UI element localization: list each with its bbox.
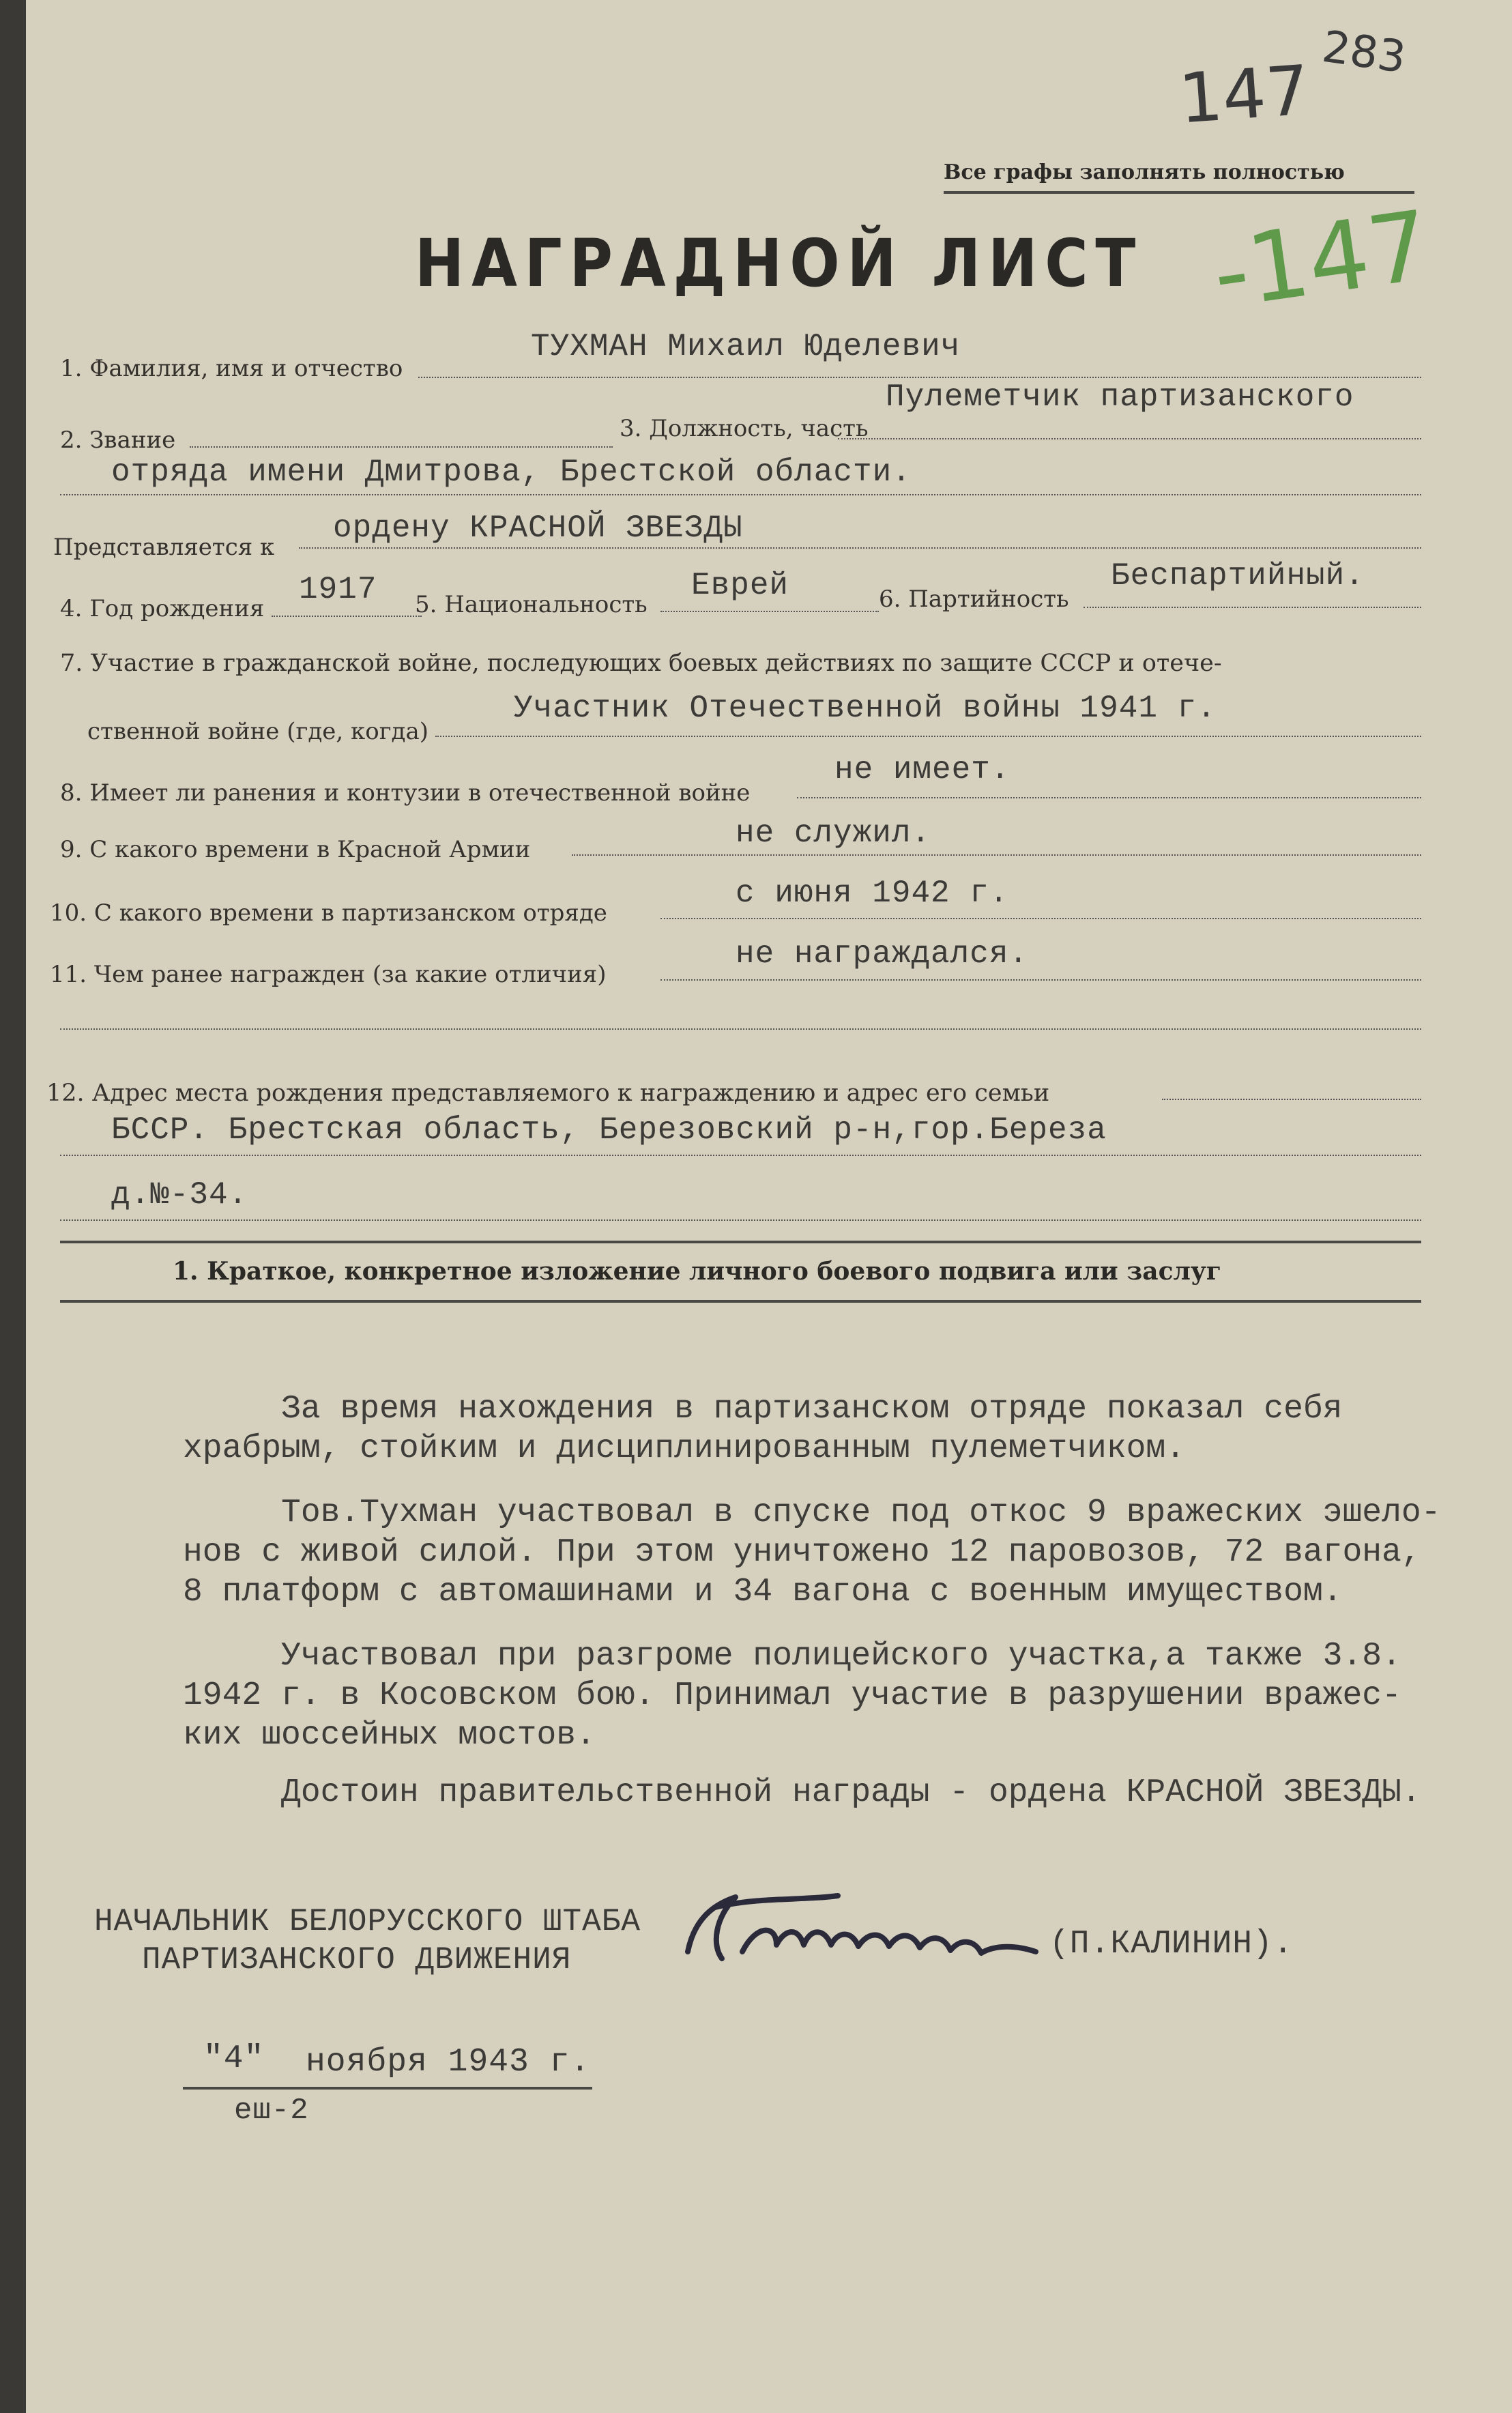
field-1-label: 1. Фамилия, имя и отчество <box>60 355 403 382</box>
field-6-label: 6. Партийность <box>879 586 1069 613</box>
fill-note: Все графы заполнять полностью <box>944 160 1345 184</box>
field-8-value: не имеет. <box>834 752 1011 788</box>
narrative-p4-line1: Достоин правительственной награды - ордена КРАСНОЙ ЗВЕЗДЫ. <box>183 1774 1421 1811</box>
field-3-value-line1: Пулеметчик партизанского <box>886 379 1354 415</box>
field-5-value: Еврей <box>691 568 789 603</box>
field-7-line <box>435 734 1421 737</box>
field-12-label: 12. Адрес места рождения представляемого к награждению и адрес его семьи <box>46 1080 1050 1107</box>
presented-line <box>299 546 1421 549</box>
field-3-line <box>838 437 1421 439</box>
field-12-line3 <box>60 1218 1421 1221</box>
field-9-label: 9. С какого времени в Красной Армии <box>60 836 531 863</box>
field-10-value: с июня 1942 г. <box>736 876 1009 911</box>
presented-value: ордену КРАСНОЙ ЗВЕЗДЫ <box>333 510 743 546</box>
field-2-label: 2. Звание <box>60 427 176 454</box>
field-10-line <box>660 916 1421 919</box>
field-8-label: 8. Имеет ли ранения и контузии в отечественной войне <box>60 779 751 807</box>
field-12-value-line2: д.№-34. <box>111 1177 248 1213</box>
field-8-line <box>797 796 1421 798</box>
field-9-value: не служил. <box>736 815 931 851</box>
field-6-line <box>1084 605 1421 608</box>
date-underline <box>183 2087 592 2090</box>
field-12-value-line1: БССР. Брестская область, Березовский р-н,гор.Береза <box>111 1112 1107 1148</box>
narrative-p1-line1: За время нахождения в партизанском отряде показал себя <box>183 1391 1343 1428</box>
field-12-line <box>1162 1097 1421 1100</box>
signatory-name: (П.КАЛИНИН). <box>1049 1926 1294 1963</box>
document-code: еш-2 <box>234 2094 309 2128</box>
binding-edge <box>0 0 26 2413</box>
signature-handwritten <box>674 1877 1056 1993</box>
field-10-label: 10. С какого времени в партизанском отряде <box>50 899 607 927</box>
field-2-line <box>190 445 613 448</box>
page-number-green: -147 <box>1206 190 1437 331</box>
field-7-label-line2: ственной войне (где, когда) <box>87 718 428 745</box>
field-1-line <box>418 375 1421 378</box>
signatory-position-line2: ПАРТИЗАНСКОГО ДВИЖЕНИЯ <box>142 1942 572 1978</box>
presented-label: Представляется к <box>53 534 275 561</box>
award-sheet <box>26 0 1512 2413</box>
field-4-value: 1917 <box>299 572 377 607</box>
field-5-label: 5. Национальность <box>415 591 648 618</box>
narrative-p2-line2: нов с живой силой. При этом уничтожено 12 паровозов, 72 вагона, <box>183 1534 1421 1571</box>
date-day: "4" <box>203 2040 265 2077</box>
narrative-p3-line1: Участвовал при разгроме полицейского участка,а также 3.8. <box>183 1638 1401 1675</box>
field-3-label: 3. Должность, часть <box>620 415 869 442</box>
field-7-label-line1: 7. Участие в гражданской войне, последующих боевых действиях по защите СССР и отече- <box>60 650 1222 677</box>
field-9-line <box>572 853 1421 856</box>
field-11-line2 <box>60 1027 1421 1030</box>
field-11-value: не награждался. <box>736 936 1029 972</box>
page-number-alt: 283 <box>1319 21 1409 84</box>
narrative-p3-line3: ких шоссейных мостов. <box>183 1717 596 1754</box>
field-3-line2 <box>60 493 1421 495</box>
section-rule-top <box>60 1241 1421 1243</box>
field-3-value-line2: отряда имени Дмитрова, Брестской области. <box>111 454 912 490</box>
fill-note-underline <box>944 191 1414 194</box>
narrative-p3-line2: 1942 г. в Косовском бою. Принимал участие в разрушении вражес- <box>183 1677 1401 1714</box>
signatory-position-line1: НАЧАЛЬНИК БЕЛОРУССКОГО ШТАБА <box>94 1904 641 1939</box>
section-rule-bottom <box>60 1300 1421 1303</box>
section-heading: 1. Краткое, конкретное изложение личного боевого подвига или заслуг <box>173 1257 1221 1286</box>
page-number-handwritten: 147 <box>1176 50 1312 139</box>
field-6-value: Беспартийный. <box>1111 558 1365 594</box>
page-title: НАГРАДНОЙ ЛИСТ <box>415 225 1144 302</box>
narrative-p2-line1: Тов.Тухман участвовал в спуске под откос 9 вражеских эшело- <box>183 1494 1441 1531</box>
field-12-line2 <box>60 1153 1421 1156</box>
narrative-p2-line3: 8 платформ с автомашинами и 34 вагона с военным имуществом. <box>183 1574 1343 1610</box>
field-7-value: Участник Отечественной войны 1941 г. <box>514 691 1217 726</box>
field-4-label: 4. Год рождения <box>60 595 265 622</box>
field-5-line <box>660 609 879 612</box>
field-4-line <box>272 614 422 617</box>
field-11-line <box>660 978 1421 981</box>
narrative-p1-line2: храбрым, стойким и дисциплинированным пулеметчиком. <box>183 1430 1186 1467</box>
field-11-label: 11. Чем ранее награжден (за какие отличия) <box>50 961 607 988</box>
date-rest: ноября 1943 г. <box>306 2044 591 2081</box>
field-1-value: ТУХМАН Михаил Юделевич <box>531 329 961 364</box>
